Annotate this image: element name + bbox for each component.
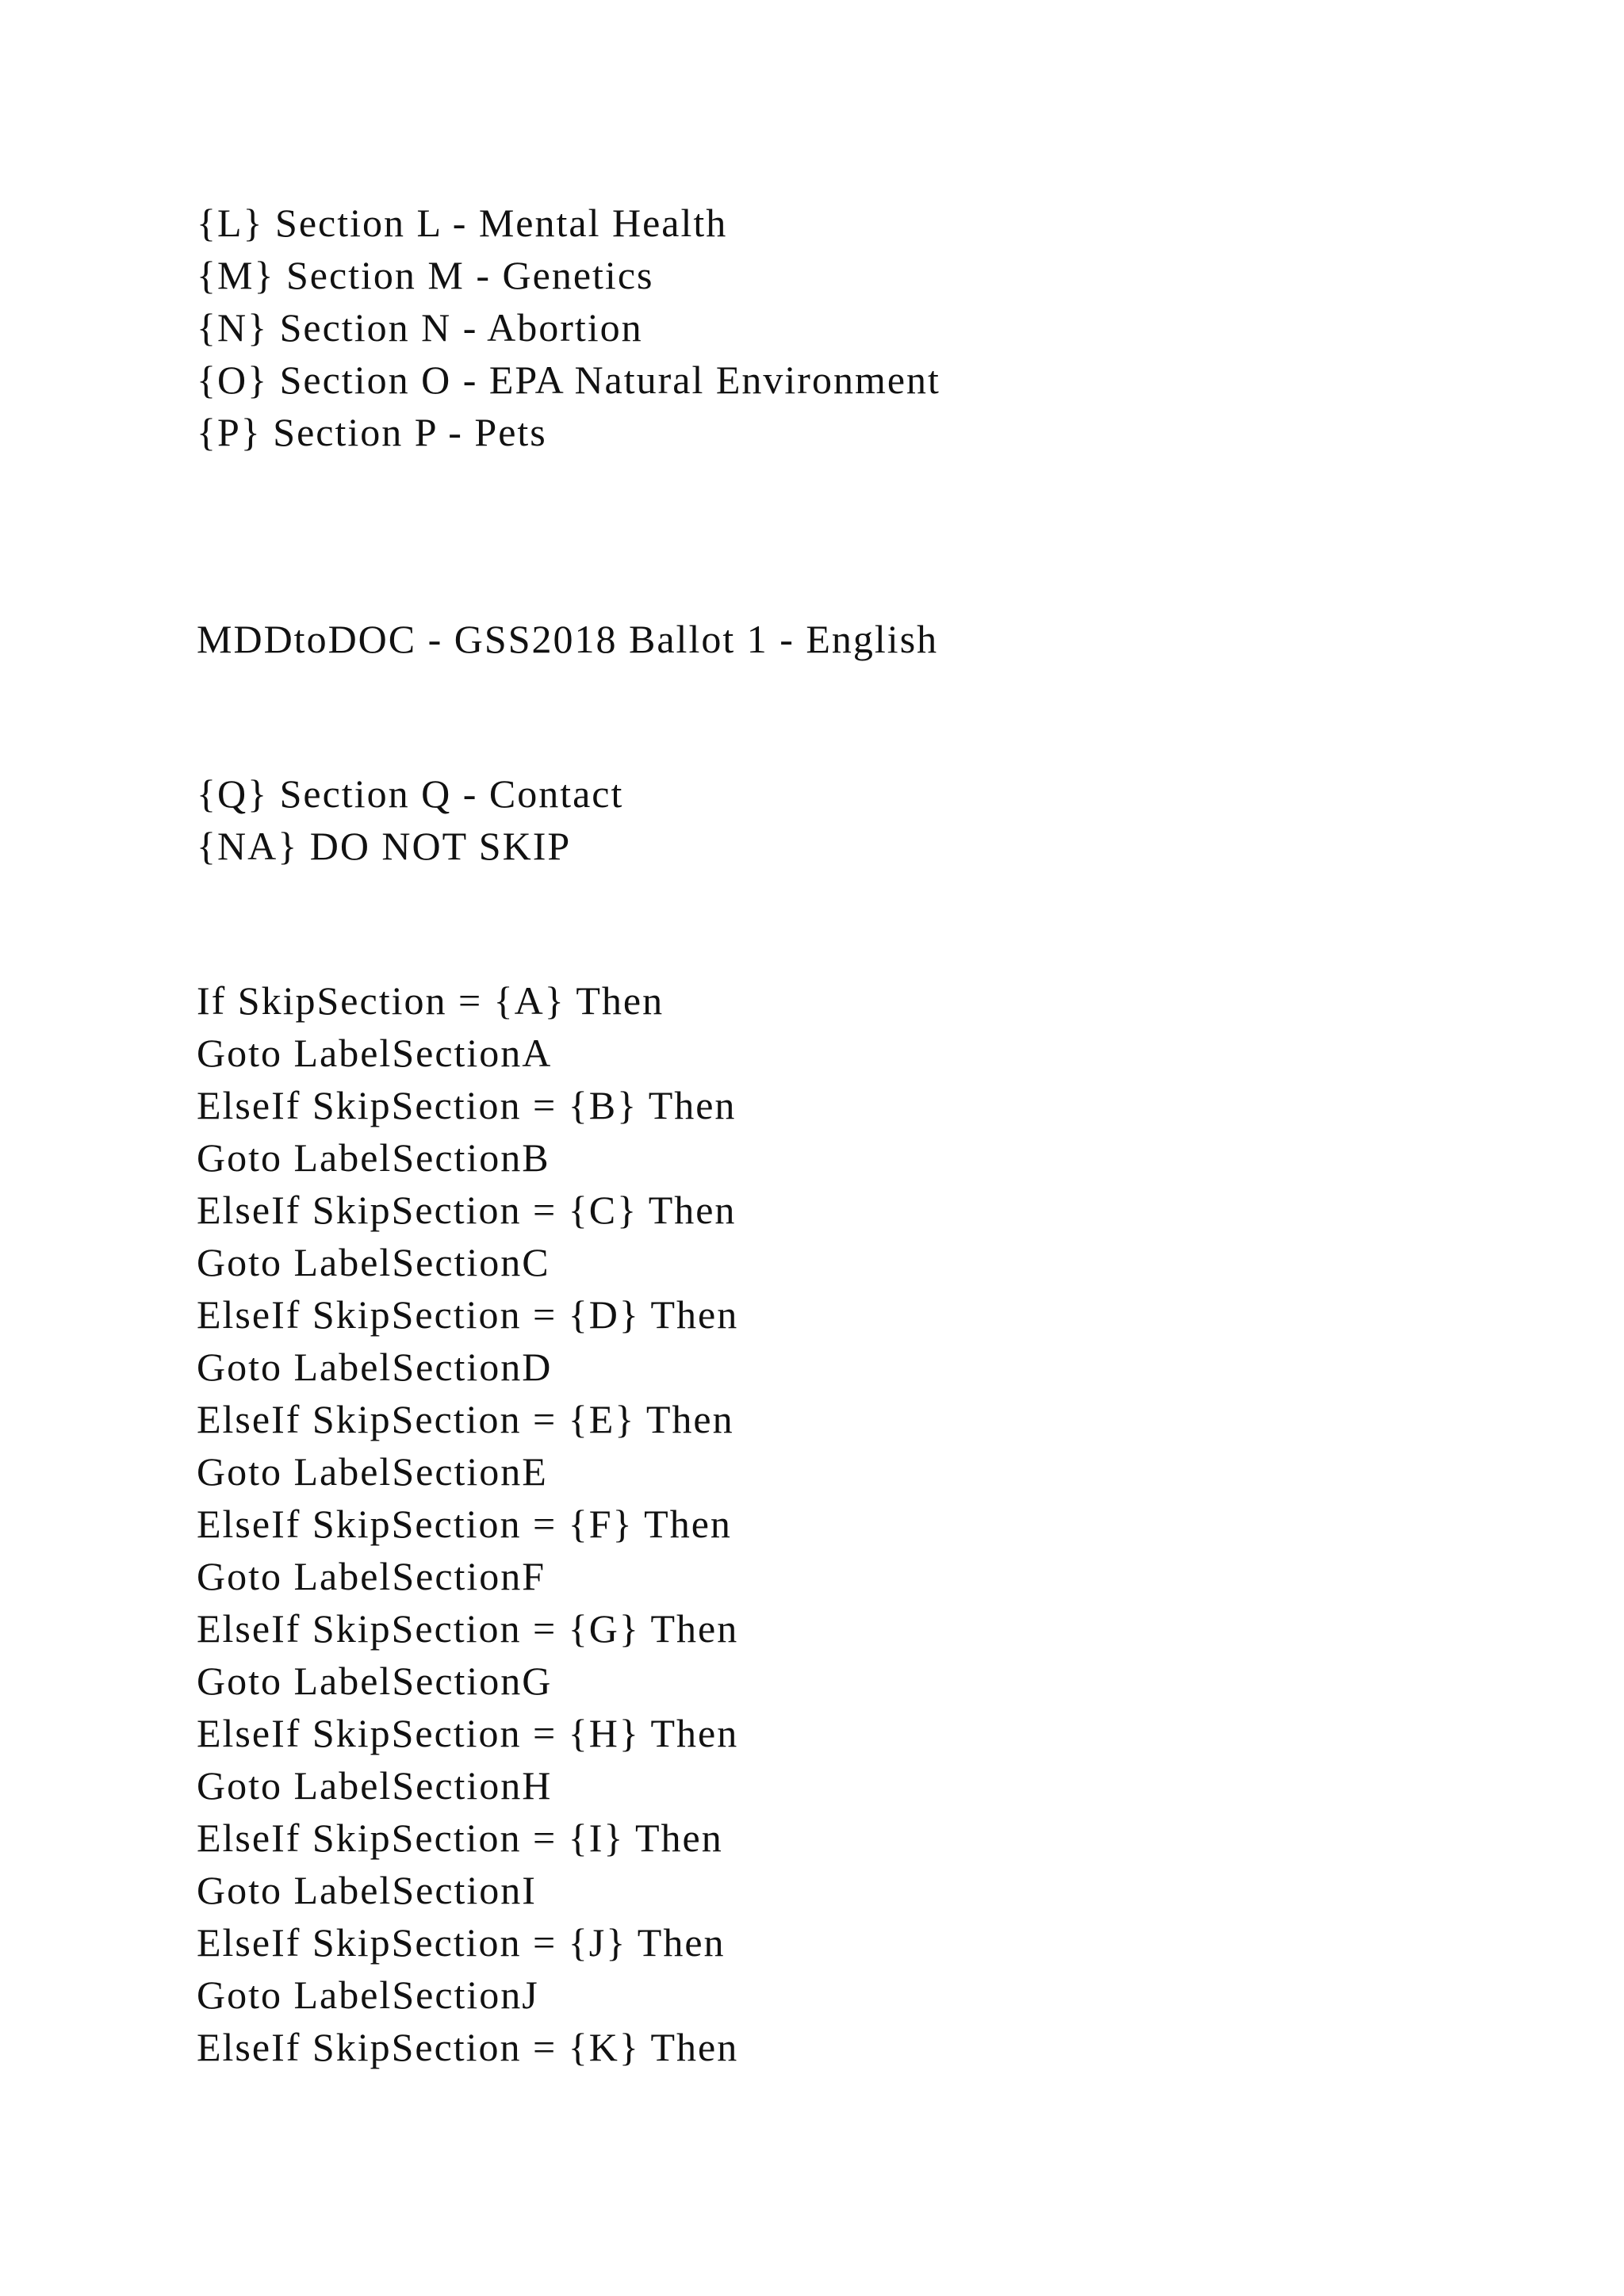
code-line: ElseIf SkipSection = {F} Then bbox=[197, 1502, 732, 1546]
code-line: ElseIf SkipSection = {E} Then bbox=[197, 1397, 734, 1441]
section-item-p: {P} Section P - Pets bbox=[197, 410, 547, 454]
code-line: Goto LabelSectionC bbox=[197, 1240, 550, 1284]
code-line: ElseIf SkipSection = {B} Then bbox=[197, 1083, 737, 1127]
code-line: Goto LabelSectionF bbox=[197, 1554, 546, 1598]
code-line: ElseIf SkipSection = {H} Then bbox=[197, 1711, 739, 1755]
code-line: Goto LabelSectionJ bbox=[197, 1973, 539, 2017]
skip-logic-code bbox=[197, 974, 738, 2073]
page-header bbox=[197, 613, 938, 665]
code-line: Goto LabelSectionB bbox=[197, 1135, 550, 1180]
section-list-bottom bbox=[197, 767, 623, 872]
section-item-na: {NA} DO NOT SKIP bbox=[197, 824, 572, 868]
section-item-n: {N} Section N - Abortion bbox=[197, 305, 643, 350]
code-line: Goto LabelSectionI bbox=[197, 1868, 537, 1912]
code-line: ElseIf SkipSection = {I} Then bbox=[197, 1816, 723, 1860]
code-line: ElseIf SkipSection = {D} Then bbox=[197, 1292, 739, 1337]
code-line: Goto LabelSectionE bbox=[197, 1449, 548, 1494]
code-line: ElseIf SkipSection = {G} Then bbox=[197, 1606, 739, 1651]
section-list-top bbox=[197, 197, 940, 458]
section-item-m: {M} Section M - Genetics bbox=[197, 253, 654, 297]
code-line: ElseIf SkipSection = {K} Then bbox=[197, 2025, 739, 2069]
section-item-l: {L} Section L - Mental Health bbox=[197, 201, 728, 245]
code-line: Goto LabelSectionH bbox=[197, 1763, 553, 1808]
section-item-o: {O} Section O - EPA Natural Environment bbox=[197, 358, 940, 402]
page-header-text: MDDtoDOC - GSS2018 Ballot 1 - English bbox=[197, 617, 939, 661]
code-line: ElseIf SkipSection = {J} Then bbox=[197, 1920, 726, 1965]
code-line: Goto LabelSectionG bbox=[197, 1659, 553, 1703]
code-line: Goto LabelSectionD bbox=[197, 1345, 553, 1389]
code-line: ElseIf SkipSection = {C} Then bbox=[197, 1188, 737, 1232]
code-line: Goto LabelSectionA bbox=[197, 1031, 553, 1075]
code-line: If SkipSection = {A} Then bbox=[197, 978, 665, 1023]
section-item-q: {Q} Section Q - Contact bbox=[197, 771, 624, 816]
